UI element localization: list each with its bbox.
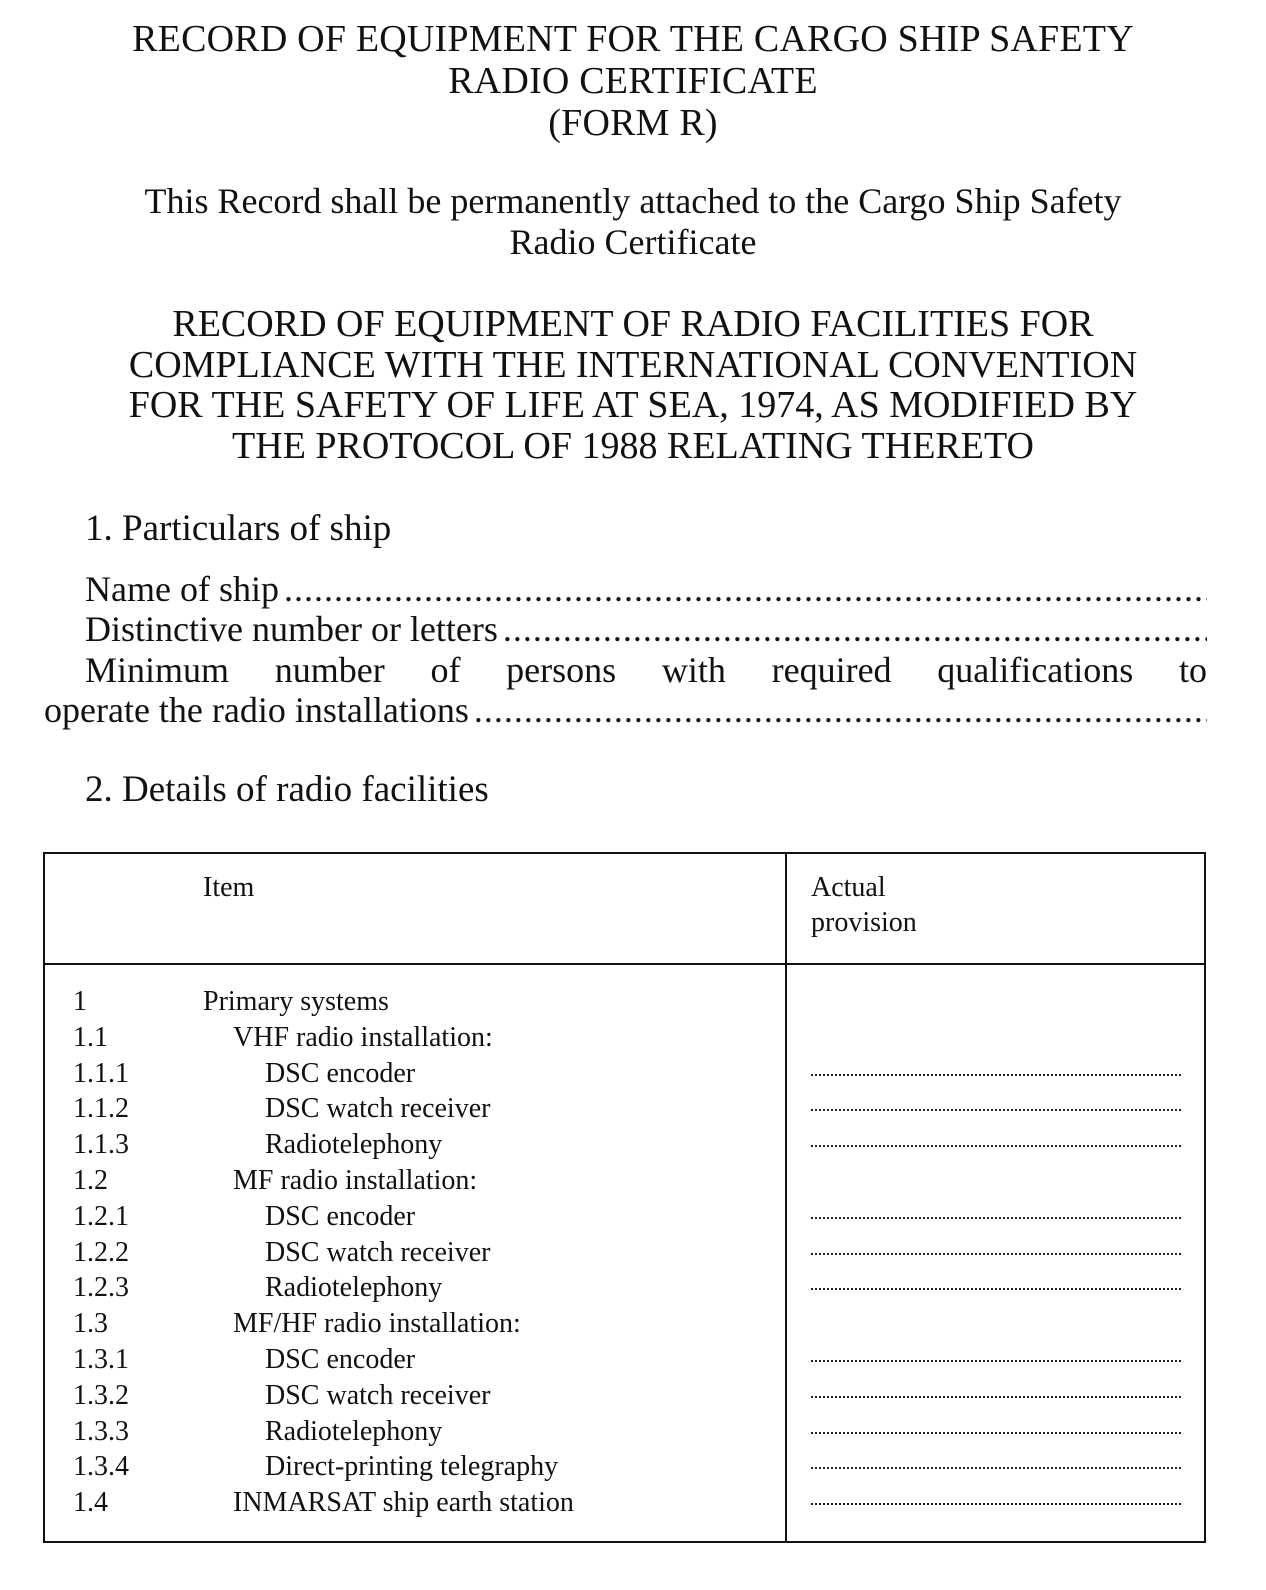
distinctive-number-field[interactable] [85, 609, 1207, 649]
item-number: 1.3.2 [73, 1379, 129, 1411]
item-number: 1 [73, 986, 87, 1017]
word: Minimum [85, 650, 230, 690]
item-number: 1.1 [73, 1021, 108, 1053]
word: with [661, 650, 726, 690]
header-divider [45, 963, 1204, 965]
word: number [274, 650, 385, 690]
table-row [45, 1127, 1208, 1163]
item-label: Radiotelephony [265, 1129, 443, 1161]
item-label: INMARSAT ship earth station [233, 1487, 574, 1519]
attachment-note [0, 181, 1266, 263]
item-label: DSC watch receiver [265, 1236, 491, 1268]
provision-entry-field[interactable] [811, 1503, 1181, 1505]
table-row [45, 1414, 1208, 1450]
item-label: Radiotelephony [265, 1272, 443, 1304]
note-line: This Record shall be permanently attached to the Cargo Ship Safety [144, 181, 1122, 221]
form-title [0, 18, 1266, 144]
title-line: RECORD OF EQUIPMENT FOR THE CARGO SHIP SAFETY [132, 18, 1134, 60]
min-persons-label-line1 [85, 650, 1207, 690]
heading-line: FOR THE SAFETY OF LIFE AT SEA, 1974, AS MODIFIED BY [128, 384, 1138, 426]
heading-line: COMPLIANCE WITH THE INTERNATIONAL CONVENTION [128, 343, 1138, 386]
table-row [45, 1306, 1208, 1342]
provision-entry-field[interactable] [811, 1074, 1181, 1076]
name-of-ship-label: Name of ship [85, 569, 279, 609]
distinctive-number-label: Distinctive number or letters [85, 609, 498, 649]
provision-entry-field[interactable] [811, 1360, 1181, 1362]
provision-entry-field[interactable] [811, 1396, 1181, 1398]
word: of [430, 650, 461, 690]
word: to [1178, 650, 1207, 690]
item-number: 1.2 [73, 1165, 108, 1196]
min-persons-field[interactable] [44, 690, 1207, 730]
record-heading [40, 304, 1226, 466]
word: persons [506, 650, 617, 690]
item-number: 1.2.3 [73, 1272, 129, 1304]
table-row [45, 1199, 1208, 1235]
item-label: DSC encoder [265, 1200, 416, 1232]
word: required [771, 650, 892, 690]
item-number: 1.2.1 [73, 1200, 129, 1232]
item-label: VHF radio installation: [233, 1021, 493, 1053]
table-row [45, 1485, 1208, 1521]
note-line: Radio Certificate [509, 222, 757, 262]
word: qualifications [937, 650, 1134, 690]
table-row [45, 1342, 1208, 1378]
item-label: Radiotelephony [265, 1415, 443, 1447]
item-number: 1.3.4 [73, 1451, 129, 1483]
item-label: DSC encoder [265, 1057, 416, 1089]
section-2-heading: 2. Details of radio facilities [85, 769, 489, 810]
item-number: 1.3 [73, 1308, 108, 1340]
title-line: RADIO CERTIFICATE [448, 60, 818, 102]
item-number: 1.3.3 [73, 1415, 129, 1447]
item-label: MF/HF radio installation: [233, 1308, 521, 1340]
item-number: 1.1.3 [73, 1129, 129, 1161]
item-label: DSC encoder [265, 1344, 416, 1375]
table-row [45, 1378, 1208, 1414]
item-label: Direct-printing telegraphy [265, 1451, 559, 1483]
provision-entry-field[interactable] [811, 1253, 1181, 1255]
header-line: provision [811, 907, 917, 938]
item-label: DSC watch receiver [265, 1093, 491, 1125]
heading-line: THE PROTOCOL OF 1988 RELATING THERETO [232, 424, 1034, 467]
table-row [45, 984, 1208, 1020]
provision-entry-field[interactable] [811, 1145, 1181, 1147]
item-number: 1.3.1 [73, 1344, 129, 1375]
column-header-provision [811, 870, 1011, 940]
provision-entry-field[interactable] [811, 1109, 1181, 1111]
item-number: 1.1.1 [73, 1057, 129, 1089]
provision-entry-field[interactable] [811, 1467, 1181, 1469]
provision-entry-field[interactable] [811, 1217, 1181, 1219]
section-1-heading: 1. Particulars of ship [85, 508, 392, 549]
item-label: DSC watch receiver [265, 1379, 491, 1411]
item-label: Primary systems [203, 986, 389, 1017]
table-row [45, 1056, 1208, 1092]
table-row [45, 1449, 1208, 1485]
min-persons-label-line2: operate the radio installations [44, 690, 469, 730]
title-line: (FORM R) [548, 102, 718, 144]
table-row [45, 1235, 1208, 1271]
provision-entry-field[interactable] [811, 1432, 1181, 1434]
column-header-item: Item [203, 872, 255, 903]
heading-line: RECORD OF EQUIPMENT OF RADIO FACILITIES FOR [172, 303, 1094, 345]
radio-facilities-table [43, 852, 1206, 1543]
table-row [45, 1270, 1208, 1306]
provision-entry-field[interactable] [811, 1288, 1181, 1290]
item-label: MF radio installation: [233, 1165, 478, 1196]
table-row [45, 1091, 1208, 1127]
item-number: 1.2.2 [73, 1236, 129, 1268]
item-number: 1.1.2 [73, 1093, 129, 1125]
item-number: 1.4 [73, 1487, 108, 1519]
header-line: Actual [811, 872, 886, 903]
table-row [45, 1163, 1208, 1199]
name-of-ship-field[interactable] [85, 569, 1207, 609]
table-row [45, 1020, 1208, 1056]
